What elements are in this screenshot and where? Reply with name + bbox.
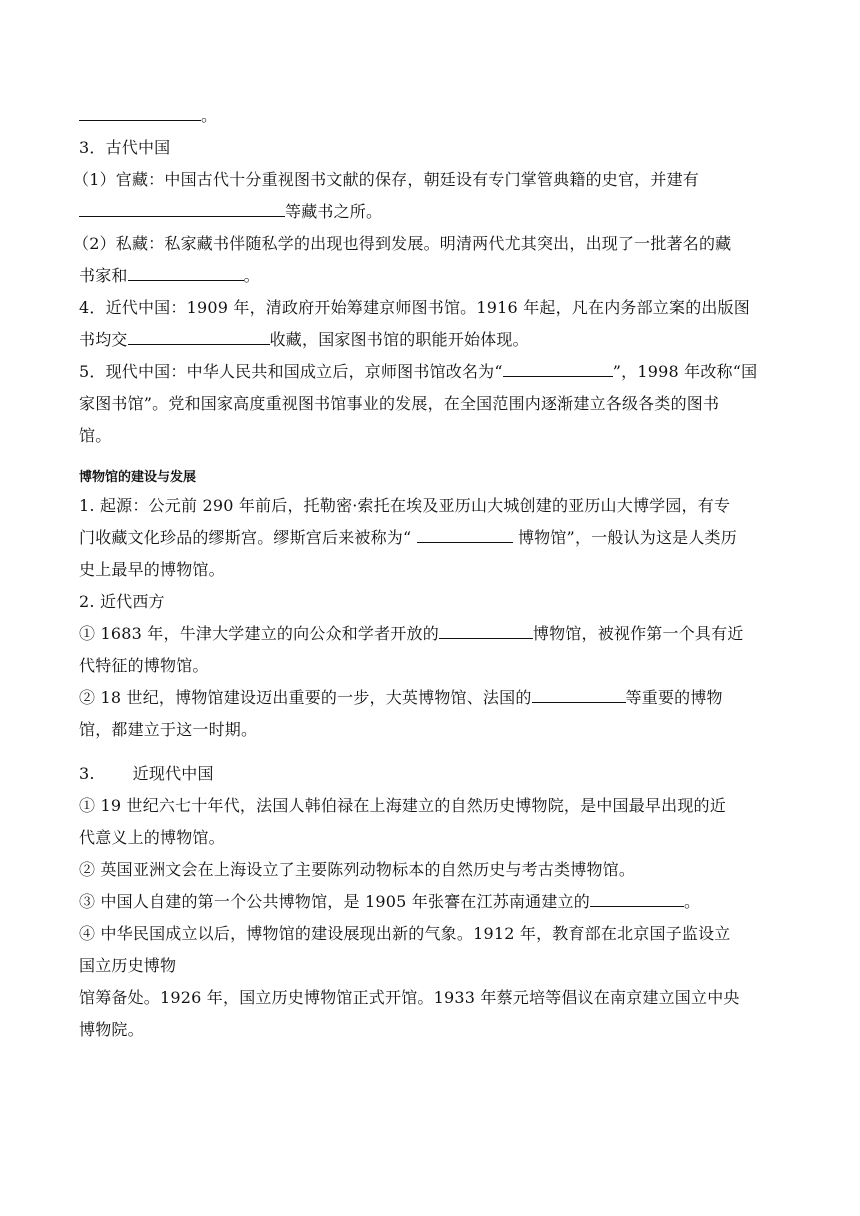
- section-title: 3. 近现代中国: [79, 764, 214, 783]
- text-line: ② 18 世纪，博物馆建设迈出重要的一步，大英博物馆、法国的 等重要的博物: [79, 688, 723, 707]
- text-line: 门收藏文化珍品的缪斯宫。缪斯宫后来被称为“ 博物馆”，一般认为这是人类历: [79, 528, 737, 547]
- text-line: 书均交 收藏，国家图书馆的职能开始体现。: [79, 330, 529, 349]
- section-title: 2. 近代西方: [79, 592, 165, 611]
- fill-blank[interactable]: [532, 688, 626, 703]
- text-line: 馆，都建立于这一时期。: [79, 720, 258, 739]
- fill-blank[interactable]: [503, 362, 613, 377]
- text-line: ① 1683 年，牛津大学建立的向公众和学者开放的 博物馆，被视作第一个具有近: [79, 624, 744, 643]
- document-body: [73, 100, 784, 1046]
- text-line: 馆筹备处。1926 年，国立历史博物馆正式开馆。1933 年蔡元培等倡议在南京建立国立中央: [79, 988, 740, 1007]
- text-line: 博物院。: [79, 1020, 144, 1039]
- fill-blank[interactable]: [128, 266, 244, 281]
- text-line: 史上最早的博物馆。: [79, 560, 225, 579]
- text-line: 1. 起源：公元前 290 年前后，托勒密·索托在埃及亚历山大城创建的亚历山大博学园，有专: [79, 496, 731, 515]
- fill-blank[interactable]: [79, 106, 201, 121]
- fill-blank[interactable]: [79, 202, 285, 217]
- section-heading: 博物馆的建设与发展: [79, 470, 197, 485]
- text-line: 代意义上的博物馆。: [79, 828, 225, 847]
- section-title: 3．古代中国: [79, 138, 171, 157]
- text-line: 5．现代中国：中华人民共和国成立后，京师图书馆改名为“ ”，1998 年改称“国: [79, 362, 758, 381]
- text-line: ② 英国亚洲文会在上海设立了主要陈列动物标本的自然历史与考古类博物馆。: [79, 860, 636, 879]
- text-line: （2）私藏：私家藏书伴随私学的出现也得到发展。明清两代尤其突出，出现了一批著名的藏: [73, 234, 732, 253]
- text-line: 4．近代中国：1909 年，清政府开始筹建京师图书馆。1916 年起，凡在内务部立案的出版图: [79, 298, 750, 317]
- fill-blank[interactable]: [128, 330, 270, 345]
- fill-blank[interactable]: [417, 528, 513, 543]
- text-line: ④ 中华民国成立以后，博物馆的建设展现出新的气象。1912 年，教育部在北京国子监设立: [79, 924, 731, 943]
- text-line: 书家和 。: [79, 266, 260, 285]
- text-line: 家图书馆”。党和国家高度重视图书馆事业的发展，在全国范围内逐渐建立各级各类的图书: [79, 394, 720, 413]
- text-line: （1）官藏：中国古代十分重视图书文献的保存，朝廷设有专门掌管典籍的史官，并建有: [73, 170, 699, 189]
- text-line: 。: [79, 100, 784, 132]
- text-line: ① 19 世纪六七十年代，法国人韩伯禄在上海建立的自然历史博物院，是中国最早出现的近: [79, 796, 726, 815]
- text-line: ③ 中国人自建的第一个公共博物馆，是 1905 年张謇在江苏南通建立的 。: [79, 892, 701, 911]
- text-line: 馆。: [79, 426, 112, 445]
- text-line: 代特征的博物馆。: [79, 656, 209, 675]
- fill-blank[interactable]: [590, 892, 684, 907]
- fill-blank[interactable]: [439, 624, 533, 639]
- text-line: 国立历史博物: [79, 956, 177, 975]
- text-line: 等藏书之所。: [79, 196, 784, 228]
